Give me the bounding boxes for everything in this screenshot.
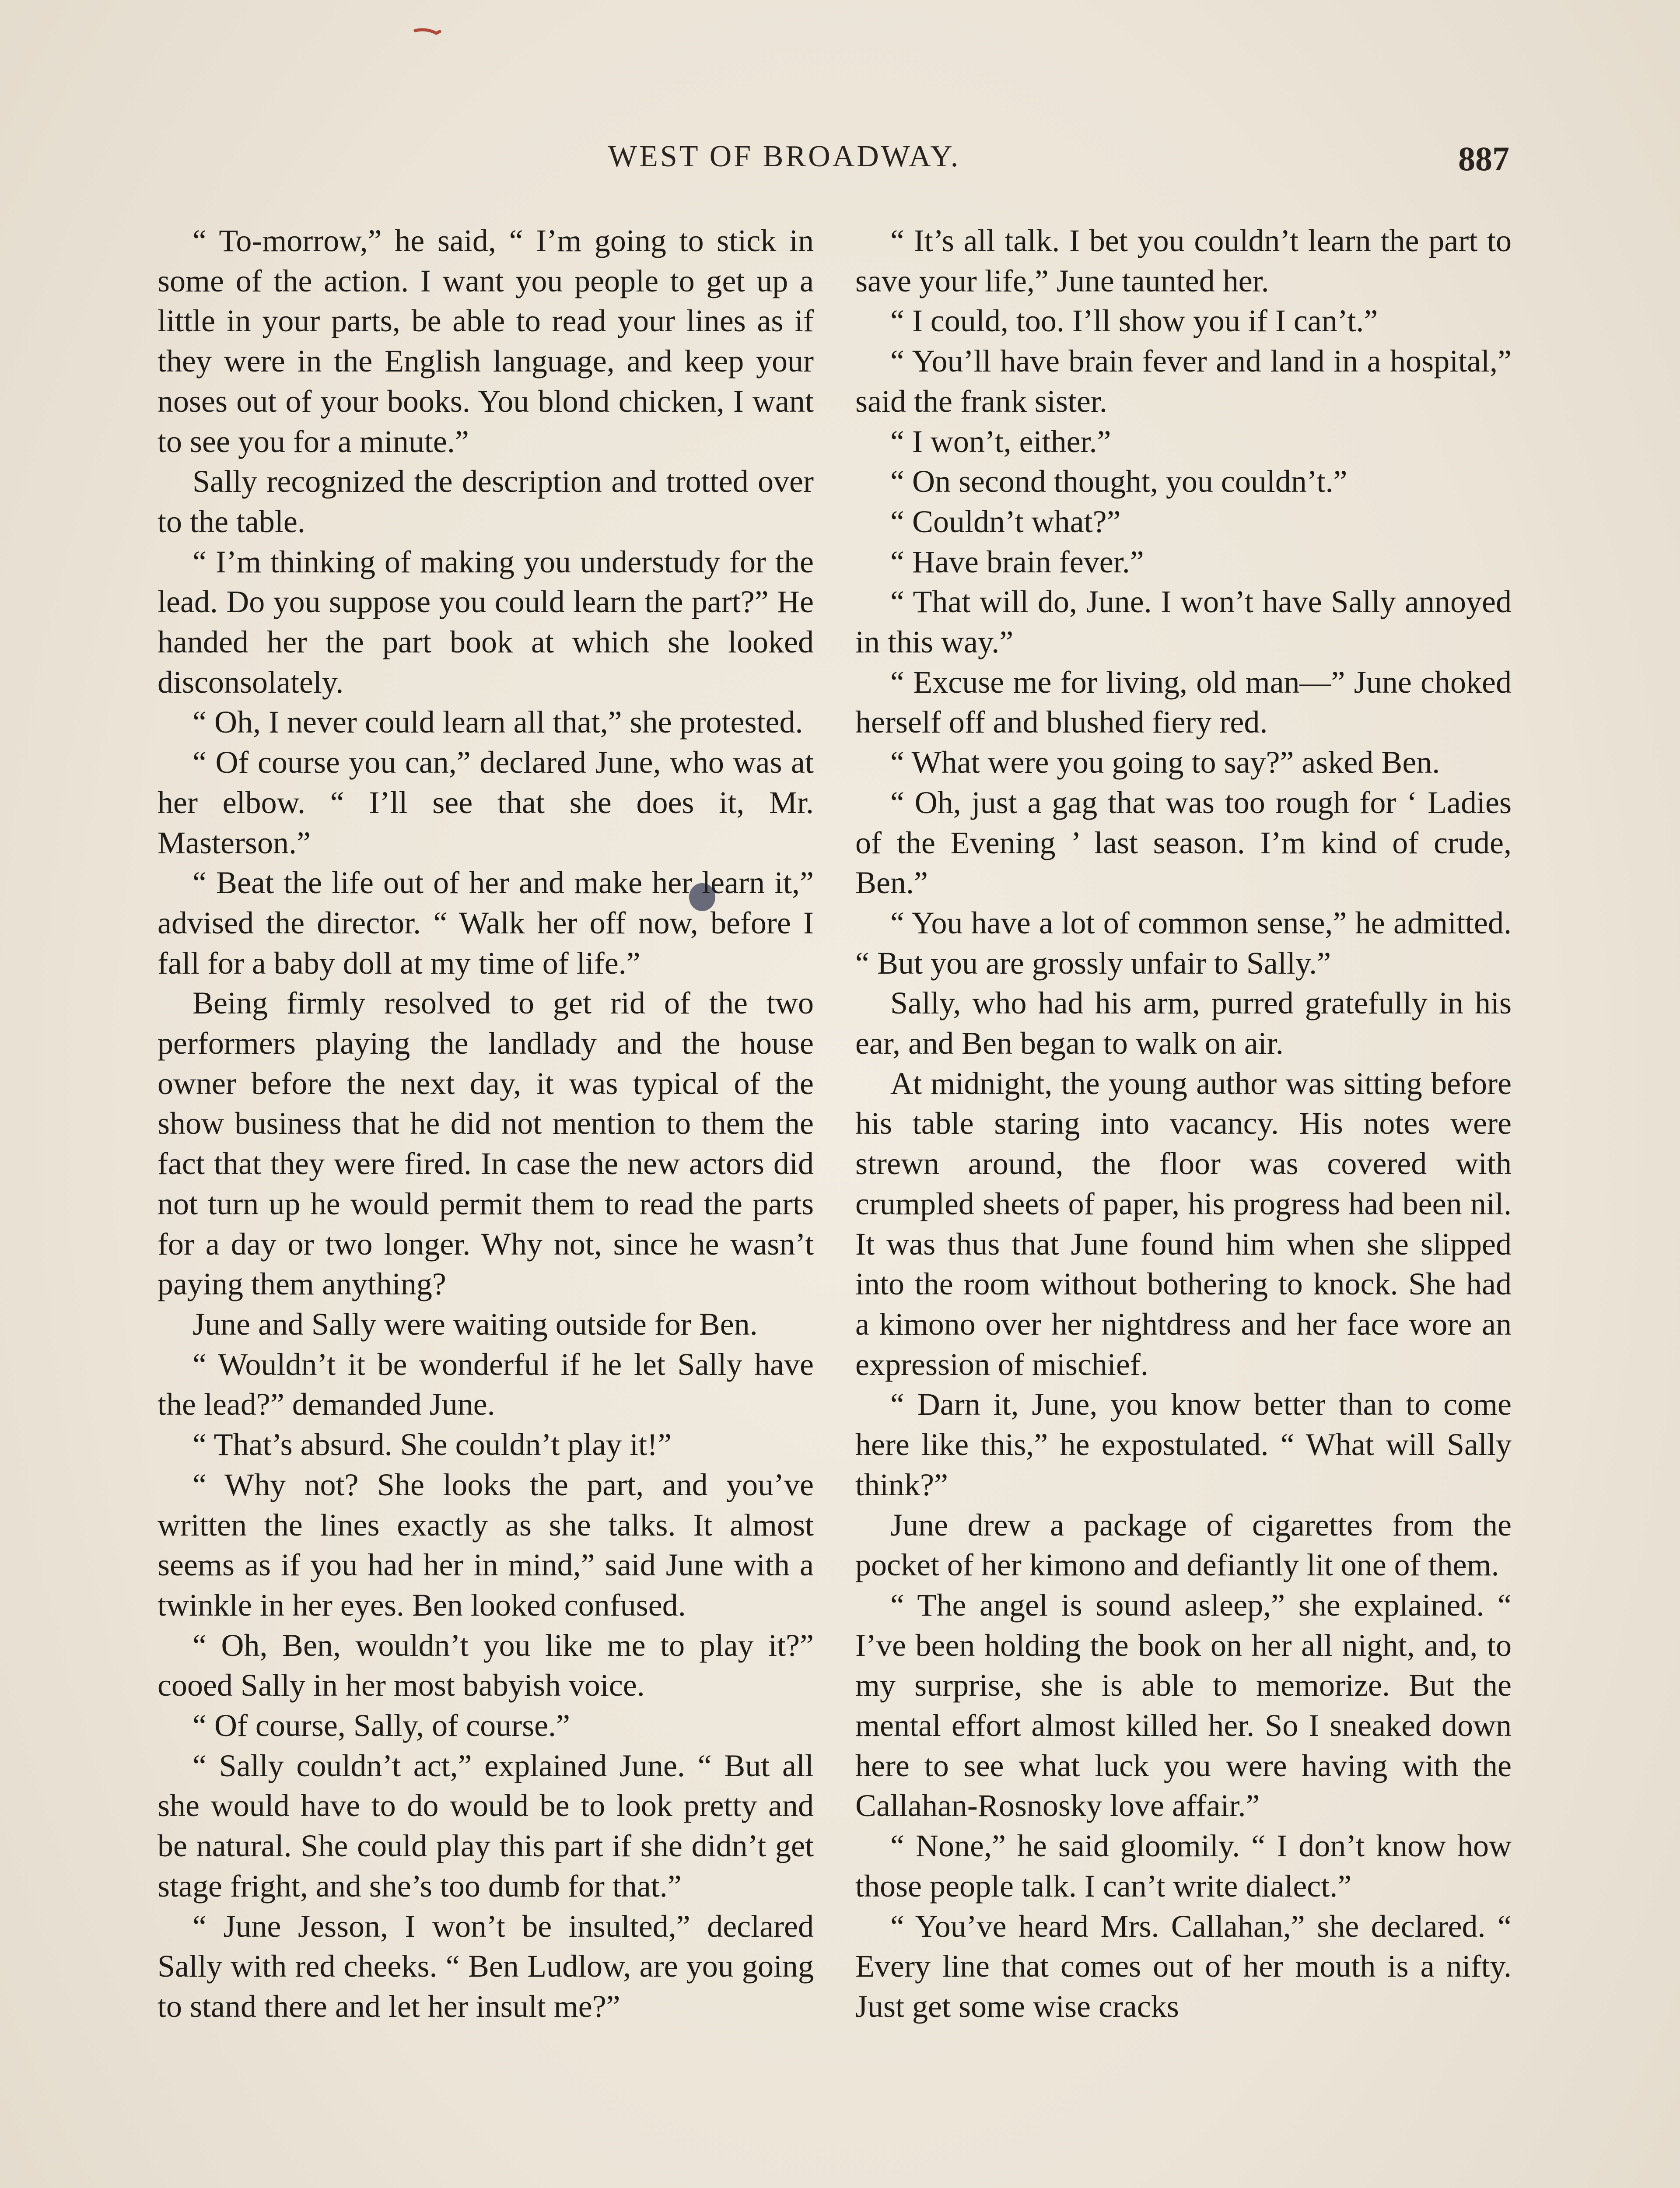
page-number: 887 bbox=[1458, 140, 1509, 178]
paragraph: “ You have a lot of common sense,” he admitted. “ But you are grossly unfair to Sally.” bbox=[855, 905, 1512, 981]
paragraph: “ Oh, Ben, wouldn’t you like me to play it?” cooed Sally in her most babyish voice. bbox=[158, 1627, 814, 1703]
paragraph: “ June Jesson, I won’t be insulted,” declared Sally with red cheeks. “ Ben Ludlow, are you going to stand there and let her insult me?” bbox=[158, 1908, 814, 2024]
paragraph: “ It’s all talk. I bet you couldn’t learn the part to save your life,” June taunted her. bbox=[855, 223, 1512, 298]
pencil-mark bbox=[413, 26, 448, 38]
paragraph: “ I could, too. I’ll show you if I can’t.” bbox=[890, 303, 1378, 339]
paragraph: “ Wouldn’t it be wonderful if he let Sally have the lead?” demanded June. bbox=[158, 1346, 814, 1422]
paragraph: “ To-morrow,” he said, “ I’m going to stick in some of the action. I want you people to get up a little in your parts, be able to read your lines as if they were in the English language, and keep your noses out of your books. You blond chicken, I want to see you for a minute.” bbox=[158, 223, 814, 459]
paragraph: “ The angel is sound asleep,” she explained. “ I’ve been holding the book on her all night, and, to my surprise, she is able to memorize. But the mental effort almost killed her. So I sneaked down here to see what luck you were having with the Callahan-Rosnosky love affair.” bbox=[855, 1587, 1512, 1823]
paragraph: At midnight, the young author was sitting before his table staring into vacancy. His notes were strewn around, the floor was covered with crumpled sheets of paper, his progress had been nil. It was thus that June found him when she slipped into the room without bothering to knock. She had a kimono over her nightdress and her face wore an expression of mischief. bbox=[855, 1066, 1512, 1382]
paragraph: “ I’m thinking of making you understudy for the lead. Do you suppose you could learn the part?” He handed her the part book at which she looked disconsolately. bbox=[158, 544, 814, 700]
paragraph: “ That will do, June. I won’t have Sally annoyed in this way.” bbox=[855, 584, 1512, 660]
paragraph: June drew a package of cigarettes from the pocket of her kimono and defiantly lit one of them. bbox=[855, 1507, 1512, 1583]
paragraph: “ Have brain fever.” bbox=[890, 544, 1144, 579]
paragraph: Sally, who had his arm, purred gratefully in his ear, and Ben began to walk on air. bbox=[855, 985, 1512, 1061]
paragraph: June and Sally were waiting outside for Ben. bbox=[192, 1306, 758, 1342]
paragraph: “ That’s absurd. She couldn’t play it!” bbox=[192, 1427, 672, 1462]
paragraph: “ None,” he said gloomily. “ I don’t know how those people talk. I can’t write dialect.” bbox=[855, 1828, 1512, 1904]
paragraph: Being firmly resolved to get rid of the two performers playing the landlady and the house owner before the next day, it was typical of the show business that he did not mention to them the fact that they were fired. In case the new actors did not turn up he would permit them to read the parts for a day or two longer. Why not, since he wasn’t paying them anything? bbox=[158, 985, 814, 1302]
paragraph: “ Excuse me for living, old man—” June choked herself off and blushed fiery red. bbox=[855, 664, 1512, 740]
paragraph: “ Beat the life out of her and make her learn it,” advised the director. “ Walk her off now, before I fall for a baby doll at my time of life.” bbox=[158, 865, 814, 981]
right-column bbox=[855, 221, 1512, 2027]
paragraph: “ What were you going to say?” asked Ben. bbox=[890, 745, 1440, 780]
paragraph: “ Of course you can,” declared June, who was at her elbow. “ I’ll see that she does it, Mr. Masterson.” bbox=[158, 745, 814, 860]
paragraph: “ Of course, Sally, of course.” bbox=[192, 1708, 570, 1743]
running-head: WEST OF BROADWAY. bbox=[608, 140, 961, 173]
paragraph: “ Why not? She looks the part, and you’ve written the lines exactly as she talks. It almost seems as if you had her in mind,” said June with a twinkle in her eyes. Ben looked confused. bbox=[158, 1467, 814, 1623]
paragraph: “ Oh, just a gag that was too rough for ‘ Ladies of the Evening ’ last season. I’m kind of crude, Ben.” bbox=[855, 785, 1512, 901]
left-column bbox=[158, 221, 814, 2027]
paragraph: “ Oh, I never could learn all that,” she protested. bbox=[192, 705, 803, 740]
paragraph: “ You’ll have brain fever and land in a hospital,” said the frank sister. bbox=[855, 344, 1512, 419]
paragraph: “ On second thought, you couldn’t.” bbox=[890, 464, 1348, 499]
paragraph: “ Darn it, June, you know better than to come here like this,” he expostulated. “ What will Sally think?” bbox=[855, 1387, 1512, 1502]
paragraph: “ I won’t, either.” bbox=[890, 424, 1111, 459]
paragraph: “ Couldn’t what?” bbox=[890, 504, 1121, 539]
paragraph: Sally recognized the description and trotted over to the table. bbox=[158, 464, 814, 539]
paragraph: “ Sally couldn’t act,” explained June. “ But all she would have to do would be to look pretty and be natural. She could play this part if she didn’t get stage fright, and she’s too dumb for that.” bbox=[158, 1748, 814, 1904]
paragraph: “ You’ve heard Mrs. Callahan,” she declared. “ Every line that comes out of her mouth is a nifty. Just get some wise cracks bbox=[855, 1908, 1512, 2024]
